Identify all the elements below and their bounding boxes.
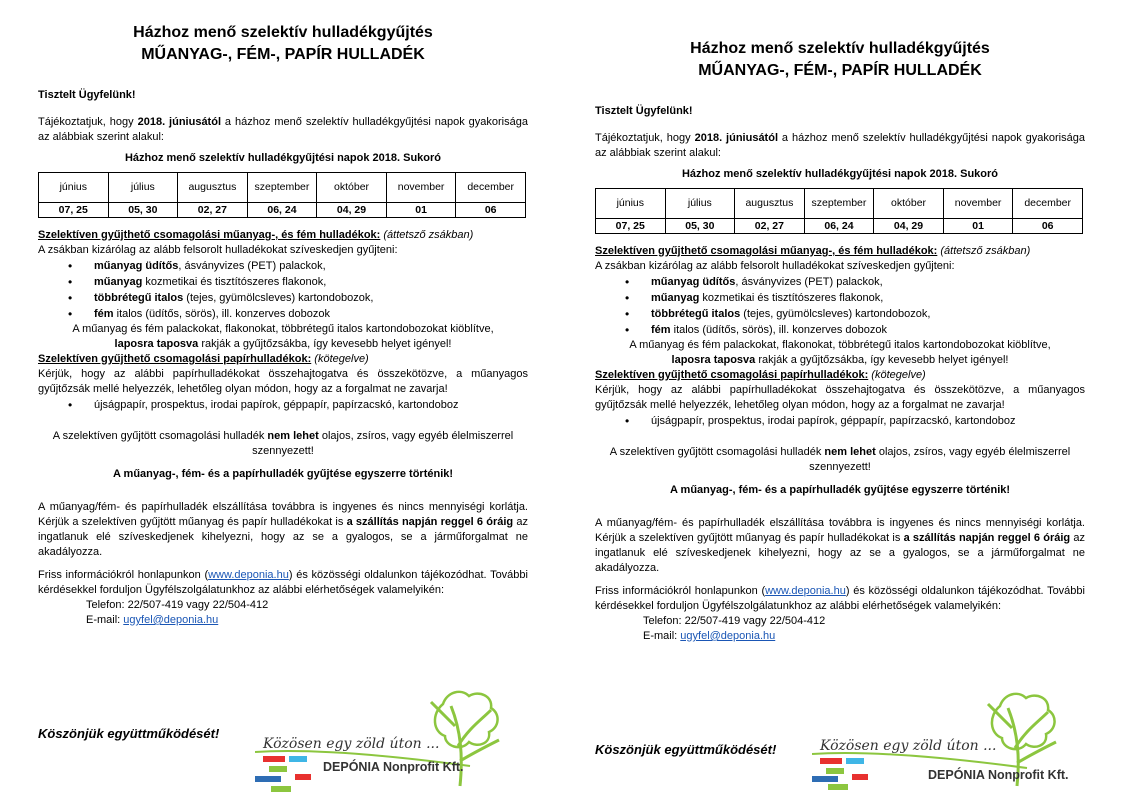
list-item: • fém italos (üdítős, sörös), ill. konzerves dobozok <box>631 322 1085 338</box>
email-line: E-mail: ugyfel@deponia.hu <box>643 630 776 642</box>
thanks-right: Köszönjük együttműködését! <box>595 742 777 757</box>
title-line1: Házhoz menő szelektív hulladékgyűjtés <box>133 24 433 41</box>
list-item: • újságpapír, prospektus, irodai papírok, géppapír, papírzacskó, kartondoboz <box>631 413 1085 429</box>
website-link[interactable]: www.deponia.hu <box>208 569 289 581</box>
schedule-table <box>38 172 526 218</box>
flyer-right <box>595 38 1085 644</box>
list-item: • műanyag kozmetikai és tisztítószeres flakonok, <box>631 290 1085 306</box>
month-cell: november <box>386 173 456 203</box>
info-paragraph: Friss információkról honlapunkon (www.deponia.hu) és közösségi oldalunkon tájékozódhat. További kérdésekkel forduljon Ügyfélszolgálatunkhoz az alábbi elérhetőségek valamelyikén: <box>38 569 528 596</box>
list-item: • műanyag üdítős, ásványvizes (PET) palackok, <box>74 258 528 274</box>
flyer-left <box>38 22 528 628</box>
email-link[interactable]: ugyfel@deponia.hu <box>680 630 776 642</box>
logo-tagline: Közösen egy zöld úton ... <box>263 736 440 752</box>
list-item: • többrétegű italos (tejes, gyümölcsleves) kartondobozok, <box>631 306 1085 322</box>
paper-section-text: Kérjük, hogy az alábbi papírhulladékokat összehajtogatva és összekötözve, a műanyagos gyűjtőzsák mellé helyezzék, lehetőleg olyan módon, hogy az a forgalmat ne zavarja! <box>38 368 528 395</box>
month-cell: június <box>39 173 109 203</box>
transport-paragraph: A műanyag/fém- és papírhulladék elszállítása továbbra is ingyenes és nincs mennyiségi korlátja. Kérjük a szelektíven gyűjtött műanyag és papír hulladékokat is a szállítás napján reggel 6 óráig az ingatlanuk elé szíveskedjenek kihelyezni, hogy az se a gyalogos, se a járműforgalmat ne akadályozza. <box>38 501 528 558</box>
paper-item-list <box>631 413 1085 429</box>
logo-company: DEPÓNIA Nonprofit Kft. <box>928 768 1069 782</box>
month-cell: december <box>456 173 526 203</box>
thanks-left: Köszönjük együttműködését! <box>38 726 220 741</box>
month-cell: augusztus <box>178 173 248 203</box>
plastic-section-intro: A zsákban kizárólag az alább felsorolt hulladékokat szíveskedjen gyűjteni: <box>38 244 398 256</box>
paper-section-text: Kérjük, hogy az alábbi papírhulladékokat összehajtogatva és összekötözve, a műanyagos gyűjtőzsák mellé helyezzék, lehetőleg olyan módon, hogy az a forgalmat ne zavarja! <box>595 384 1085 411</box>
month-cell: november <box>943 189 1013 219</box>
day-cell: 06 <box>456 203 526 218</box>
phone-line: Telefon: 22/507-419 vagy 22/504-412 <box>643 615 826 627</box>
logo-company: DEPÓNIA Nonprofit Kft. <box>323 760 464 774</box>
transport-paragraph: A műanyag/fém- és papírhulladék elszállítása továbbra is ingyenes és nincs mennyiségi korlátja. Kérjük a szelektíven gyűjtött műanyag és papír hulladékokat is a szállítás napján reggel 6 óráig az ingatlanuk elé szíveskedjenek kihelyezni, hogy az se a gyalogos, se a járműforgalmat ne akadályozza. <box>595 517 1085 574</box>
rinse-note: A műanyag és fém palackokat, flakonokat, többrétegű italos kartondobozokat kiöblítve, laposra taposva rakják a gyűjtőzsákba, így kevesebb helyet igényel! <box>629 339 1051 366</box>
day-cell: 01 <box>943 219 1013 234</box>
month-cell: október <box>874 189 944 219</box>
website-link[interactable]: www.deponia.hu <box>765 585 846 597</box>
together-note: A műanyag-, fém- és a papírhulladék gyűjtése egyszerre történik! <box>669 484 1011 496</box>
day-cell: 04, 29 <box>317 203 387 218</box>
list-item: • műanyag kozmetikai és tisztítószeres flakonok, <box>74 274 528 290</box>
month-cell: július <box>665 189 735 219</box>
list-item: • műanyag üdítős, ásványvizes (PET) palackok, <box>631 274 1085 290</box>
schedule-title: Házhoz menő szelektív hulladékgyűjtési napok 2018. Sukoró <box>681 168 999 180</box>
paper-item-list <box>74 397 528 413</box>
contacts <box>643 614 1085 644</box>
schedule-title: Házhoz menő szelektív hulladékgyűjtési napok 2018. Sukoró <box>124 152 442 164</box>
deponia-logo-left <box>255 686 515 793</box>
day-cell: 07, 25 <box>596 219 666 234</box>
contamination-warning: A szelektíven gyűjtött csomagolási hulladék nem lehet olajos, zsíros, vagy egyéb élelmiszerrel szennyezett! <box>609 446 1071 473</box>
month-cell: október <box>317 173 387 203</box>
intro-paragraph: Tájékoztatjuk, hogy 2018. júniusától a házhoz menő szelektív hulladékgyűjtési napok gyakorisága az alábbiak szerint alakul: <box>595 132 1085 159</box>
info-paragraph: Friss információkról honlapunkon (www.deponia.hu) és közösségi oldalunkon tájékozódhat. További kérdésekkel forduljon Ügyfélszolgálatunkhoz az alábbi elérhetőségek valamelyikén: <box>595 585 1085 612</box>
list-item: • újságpapír, prospektus, irodai papírok, géppapír, papírzacskó, kartondoboz <box>74 397 528 413</box>
email-line: E-mail: ugyfel@deponia.hu <box>86 614 219 626</box>
plastic-item-list <box>74 258 528 322</box>
day-cell: 06, 24 <box>247 203 317 218</box>
paper-section-heading: Szelektíven gyűjthető csomagolási papírhulladékok: (kötegelve) <box>38 353 369 365</box>
title-line2: MŰANYAG-, FÉM-, PAPÍR HULLADÉK <box>141 46 425 63</box>
day-cell: 06, 24 <box>804 219 874 234</box>
phone-line: Telefon: 22/507-419 vagy 22/504-412 <box>86 599 269 611</box>
month-cell: december <box>1013 189 1083 219</box>
paper-section-heading: Szelektíven gyűjthető csomagolási papírhulladékok: (kötegelve) <box>595 369 926 381</box>
email-link[interactable]: ugyfel@deponia.hu <box>123 614 219 626</box>
plastic-section-heading: Szelektíven gyűjthető csomagolási műanyag-, és fém hulladékok: (áttetsző zsákban) <box>595 245 1031 257</box>
list-item: • többrétegű italos (tejes, gyümölcsleves) kartondobozok, <box>74 290 528 306</box>
day-cell: 04, 29 <box>874 219 944 234</box>
salutation: Tisztelt Ügyfelünk! <box>38 89 136 101</box>
month-cell: július <box>108 173 178 203</box>
list-item: • fém italos (üdítős, sörös), ill. konzerves dobozok <box>74 306 528 322</box>
day-cell: 01 <box>386 203 456 218</box>
plastic-section-intro: A zsákban kizárólag az alább felsorolt hulladékokat szíveskedjen gyűjteni: <box>595 260 955 272</box>
plastic-section-heading: Szelektíven gyűjthető csomagolási műanyag-, és fém hulladékok: (áttetsző zsákban) <box>38 229 474 241</box>
month-cell: augusztus <box>735 189 805 219</box>
day-cell: 05, 30 <box>108 203 178 218</box>
month-cell: szeptember <box>247 173 317 203</box>
day-cell: 07, 25 <box>39 203 109 218</box>
plastic-item-list <box>631 274 1085 338</box>
together-note: A műanyag-, fém- és a papírhulladék gyűjtése egyszerre történik! <box>112 468 454 480</box>
contacts <box>86 598 528 628</box>
month-cell: szeptember <box>804 189 874 219</box>
contamination-warning: A szelektíven gyűjtött csomagolási hulladék nem lehet olajos, zsíros, vagy egyéb élelmiszerrel szennyezett! <box>52 430 514 457</box>
intro-paragraph: Tájékoztatjuk, hogy 2018. júniusától a házhoz menő szelektív hulladékgyűjtési napok gyakorisága az alábbiak szerint alakul: <box>38 116 528 143</box>
month-cell: június <box>596 189 666 219</box>
salutation: Tisztelt Ügyfelünk! <box>595 105 693 117</box>
day-cell: 02, 27 <box>178 203 248 218</box>
rinse-note: A műanyag és fém palackokat, flakonokat, többrétegű italos kartondobozokat kiöblítve, laposra taposva rakják a gyűjtőzsákba, így kevesebb helyet igényel! <box>72 323 494 350</box>
deponia-logo-right <box>812 688 1072 792</box>
schedule-table <box>595 188 1083 234</box>
day-cell: 05, 30 <box>665 219 735 234</box>
logo-tagline: Közösen egy zöld úton ... <box>820 738 997 754</box>
day-cell: 02, 27 <box>735 219 805 234</box>
day-cell: 06 <box>1013 219 1083 234</box>
title-line1: Házhoz menő szelektív hulladékgyűjtés <box>690 40 990 57</box>
title-line2: MŰANYAG-, FÉM-, PAPÍR HULLADÉK <box>698 62 982 79</box>
